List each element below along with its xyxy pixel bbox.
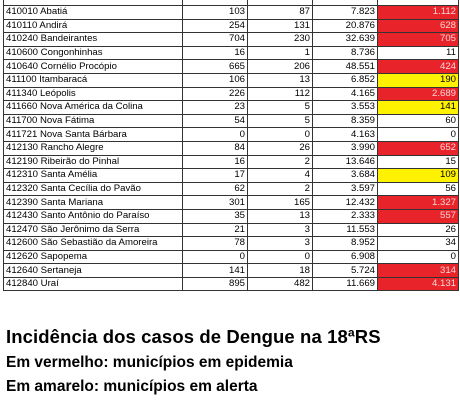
population-cell: 4.165 xyxy=(313,87,378,101)
value-cell: 131 xyxy=(248,19,313,33)
caption xyxy=(6,326,381,396)
legend-yellow: Em amarelo: municípios em alerta xyxy=(6,378,258,395)
population-cell: 3.684 xyxy=(313,169,378,183)
population-cell: 3.990 xyxy=(313,141,378,155)
population-cell: 3.553 xyxy=(313,101,378,115)
population-cell: 20.876 xyxy=(313,19,378,33)
table-row xyxy=(4,182,459,196)
incidence-cell: 56 xyxy=(378,182,459,196)
value-cell: 18 xyxy=(248,264,313,278)
value-cell: 895 xyxy=(183,277,248,291)
municipality-cell: 412470 São Jerônimo da Serra xyxy=(4,223,183,237)
value-cell: 5 xyxy=(248,101,313,115)
population-cell: 8.736 xyxy=(313,46,378,60)
value-cell: 141 xyxy=(183,264,248,278)
incidence-cell: 424 xyxy=(378,60,459,74)
population-cell: 2.333 xyxy=(313,209,378,223)
value-cell: 0 xyxy=(248,250,313,264)
municipality-cell: 411721 Nova Santa Bárbara xyxy=(4,128,183,142)
municipality-cell: 410110 Andirá xyxy=(4,19,183,33)
municipality-cell: 412430 Santo Antônio do Paraíso xyxy=(4,209,183,223)
dengue-table xyxy=(3,0,459,291)
population-cell: 6.908 xyxy=(313,250,378,264)
population-cell: 12.432 xyxy=(313,196,378,210)
table-row xyxy=(4,19,459,33)
caption-title: Incidência dos casos de Dengue na 18ªRS xyxy=(6,326,381,347)
value-cell: 165 xyxy=(248,196,313,210)
municipality-cell: 412640 Sertaneja xyxy=(4,264,183,278)
value-cell: 78 xyxy=(183,237,248,251)
table-row xyxy=(4,101,459,115)
table-row xyxy=(4,46,459,60)
value-cell: 84 xyxy=(183,141,248,155)
incidence-cell: 109 xyxy=(378,169,459,183)
municipality-cell: 410010 Abatiá xyxy=(4,6,183,20)
municipality-cell: 412840 Uraí xyxy=(4,277,183,291)
incidence-cell: 4.131 xyxy=(378,277,459,291)
value-cell: 23 xyxy=(183,101,248,115)
incidence-cell: 652 xyxy=(378,141,459,155)
value-cell: 230 xyxy=(248,33,313,47)
incidence-cell: 190 xyxy=(378,73,459,87)
incidence-cell: 314 xyxy=(378,264,459,278)
value-cell: 704 xyxy=(183,33,248,47)
municipality-cell: 411660 Nova América da Colina xyxy=(4,101,183,115)
incidence-cell: 1.327 xyxy=(378,196,459,210)
incidence-cell: 705 xyxy=(378,33,459,47)
population-cell: 4.163 xyxy=(313,128,378,142)
municipality-cell: 412190 Ribeirão do Pinhal xyxy=(4,155,183,169)
municipality-cell: 412600 São Sebastião da Amoreira xyxy=(4,237,183,251)
incidence-cell: 11 xyxy=(378,46,459,60)
incidence-cell: 557 xyxy=(378,209,459,223)
legend-red: Em vermelho: municípios em epidemia xyxy=(6,354,293,371)
table-body xyxy=(4,0,459,291)
population-cell: 13.646 xyxy=(313,155,378,169)
municipality-cell: 411100 Itambaracá xyxy=(4,73,183,87)
municipality-cell: 412320 Santa Cecília do Pavão xyxy=(4,182,183,196)
incidence-cell: 0 xyxy=(378,250,459,264)
municipality-cell: 410240 Bandeirantes xyxy=(4,33,183,47)
value-cell: 35 xyxy=(183,209,248,223)
municipality-cell: 411340 Leópolis xyxy=(4,87,183,101)
table-row xyxy=(4,141,459,155)
municipality-cell: 411700 Nova Fátima xyxy=(4,114,183,128)
value-cell: 4 xyxy=(248,169,313,183)
population-cell: 6.852 xyxy=(313,73,378,87)
population-cell: 48.551 xyxy=(313,60,378,74)
municipality-cell: 412310 Santa Amélia xyxy=(4,169,183,183)
table-row xyxy=(4,196,459,210)
value-cell: 87 xyxy=(248,6,313,20)
value-cell: 16 xyxy=(183,46,248,60)
table-row xyxy=(4,73,459,87)
incidence-cell: 26 xyxy=(378,223,459,237)
value-cell: 0 xyxy=(183,250,248,264)
value-cell: 103 xyxy=(183,6,248,20)
table-row xyxy=(4,237,459,251)
value-cell: 2 xyxy=(248,182,313,196)
municipality-cell: 410600 Congonhinhas xyxy=(4,46,183,60)
incidence-cell: 628 xyxy=(378,19,459,33)
table-row xyxy=(4,33,459,47)
table-row xyxy=(4,155,459,169)
incidence-cell: 34 xyxy=(378,237,459,251)
value-cell: 665 xyxy=(183,60,248,74)
value-cell: 301 xyxy=(183,196,248,210)
value-cell: 21 xyxy=(183,223,248,237)
table-row xyxy=(4,223,459,237)
value-cell: 16 xyxy=(183,155,248,169)
incidence-cell: 1.112 xyxy=(378,6,459,20)
value-cell: 5 xyxy=(248,114,313,128)
population-cell: 7.823 xyxy=(313,6,378,20)
municipality-cell: 412620 Sapopema xyxy=(4,250,183,264)
value-cell: 3 xyxy=(248,237,313,251)
population-cell: 11.553 xyxy=(313,223,378,237)
table-row xyxy=(4,264,459,278)
population-cell: 8.359 xyxy=(313,114,378,128)
value-cell: 0 xyxy=(183,128,248,142)
incidence-cell: 2.689 xyxy=(378,87,459,101)
table-row xyxy=(4,114,459,128)
incidence-cell: 60 xyxy=(378,114,459,128)
value-cell: 17 xyxy=(183,169,248,183)
municipality-cell: 412390 Santa Mariana xyxy=(4,196,183,210)
table-row xyxy=(4,277,459,291)
table-row xyxy=(4,87,459,101)
municipality-cell: 410640 Cornélio Procópio xyxy=(4,60,183,74)
population-cell: 3.597 xyxy=(313,182,378,196)
table-row xyxy=(4,6,459,20)
value-cell: 0 xyxy=(248,128,313,142)
value-cell: 62 xyxy=(183,182,248,196)
value-cell: 206 xyxy=(248,60,313,74)
value-cell: 13 xyxy=(248,209,313,223)
value-cell: 112 xyxy=(248,87,313,101)
population-cell: 8.952 xyxy=(313,237,378,251)
value-cell: 2 xyxy=(248,155,313,169)
value-cell: 482 xyxy=(248,277,313,291)
table-row xyxy=(4,209,459,223)
incidence-cell: 141 xyxy=(378,101,459,115)
value-cell: 13 xyxy=(248,73,313,87)
value-cell: 254 xyxy=(183,19,248,33)
value-cell: 1 xyxy=(248,46,313,60)
value-cell: 54 xyxy=(183,114,248,128)
table-row xyxy=(4,128,459,142)
table-row xyxy=(4,250,459,264)
value-cell: 3 xyxy=(248,223,313,237)
value-cell: 226 xyxy=(183,87,248,101)
incidence-cell: 15 xyxy=(378,155,459,169)
value-cell: 106 xyxy=(183,73,248,87)
table-row xyxy=(4,60,459,74)
population-cell: 5.724 xyxy=(313,264,378,278)
municipality-cell: 412130 Rancho Alegre xyxy=(4,141,183,155)
value-cell: 26 xyxy=(248,141,313,155)
population-cell: 11.669 xyxy=(313,277,378,291)
table-row xyxy=(4,169,459,183)
population-cell: 32.639 xyxy=(313,33,378,47)
incidence-cell: 0 xyxy=(378,128,459,142)
